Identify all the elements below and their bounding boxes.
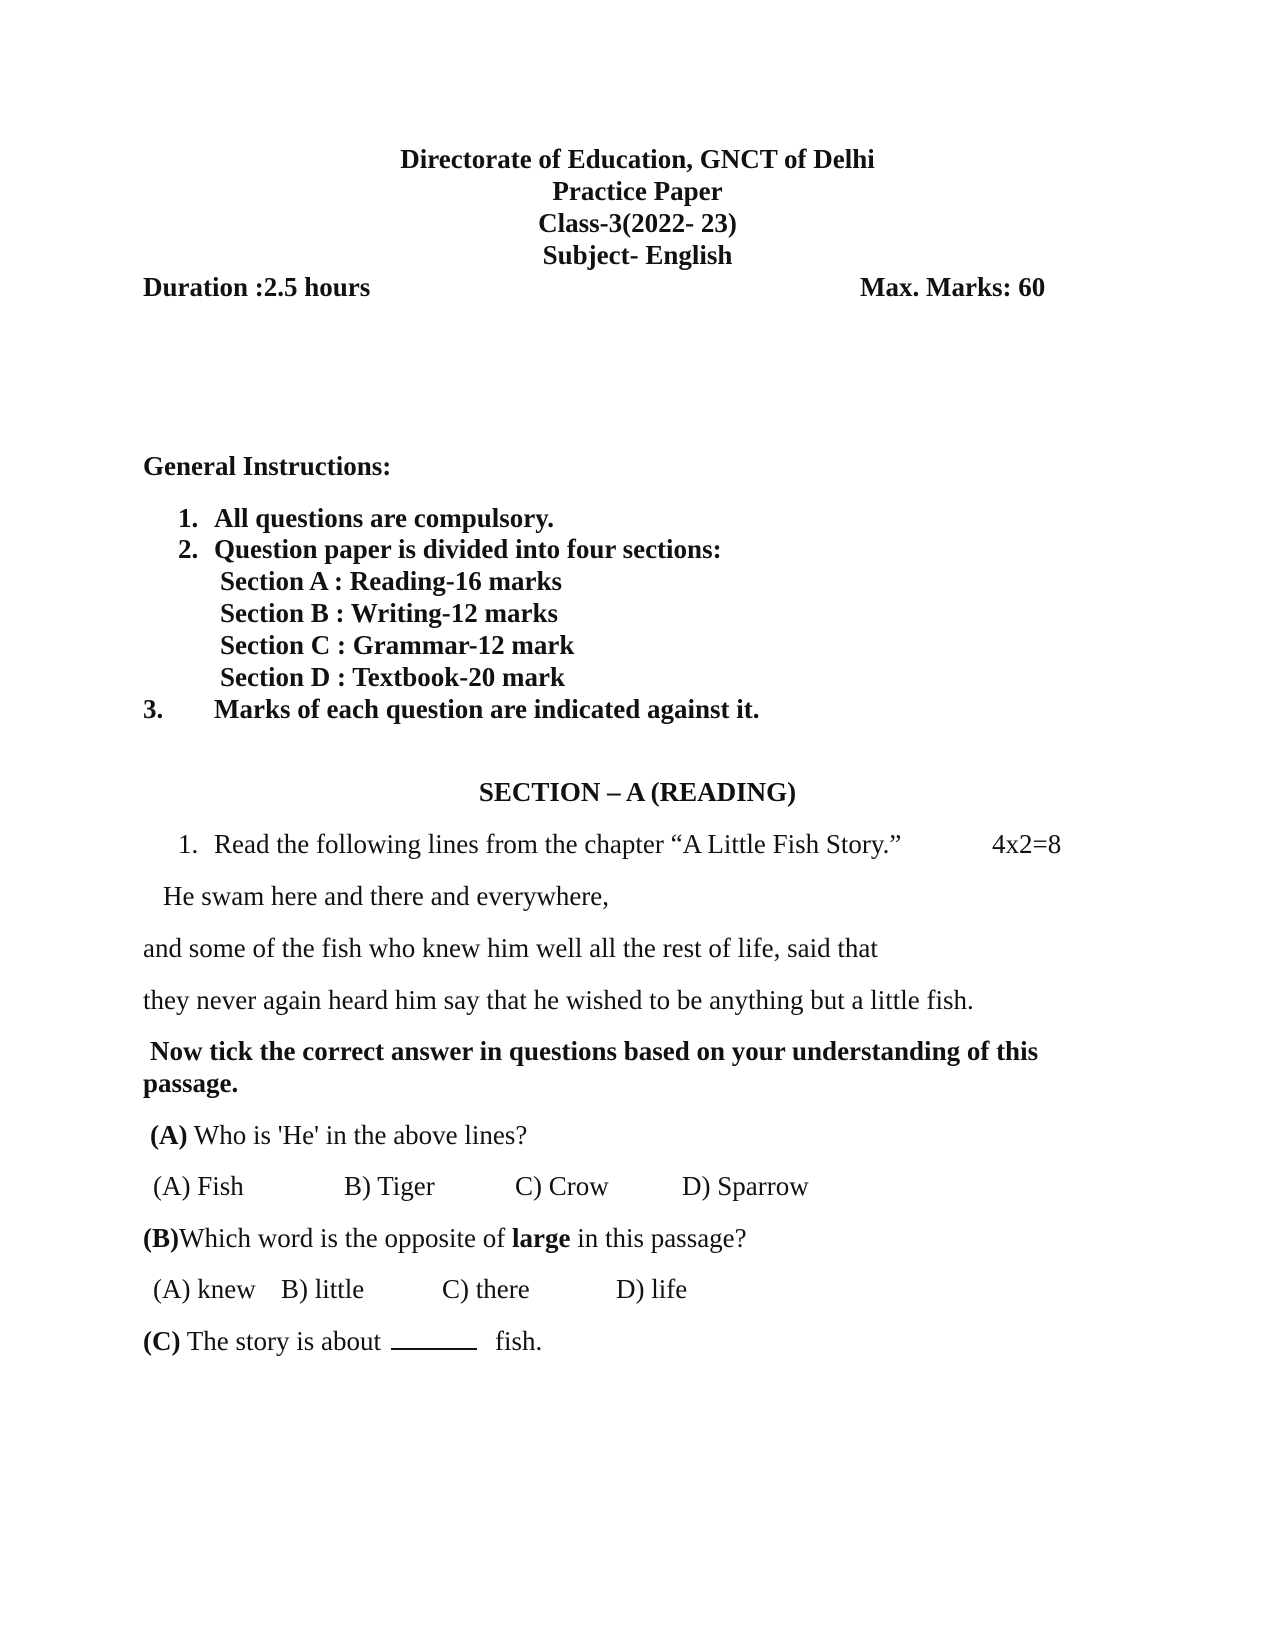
- max-marks: Max. Marks: 60: [860, 272, 1046, 302]
- section-c-marks: Section C : Grammar-12 mark: [220, 630, 575, 660]
- option-c-there[interactable]: C) there: [442, 1274, 530, 1304]
- instruction-1-number: 1.: [178, 503, 199, 533]
- question-a: [150, 1119, 527, 1151]
- option-c-crow[interactable]: C) Crow: [515, 1171, 609, 1201]
- section-d-marks: Section D : Textbook-20 mark: [220, 662, 566, 692]
- question-b-label: (B): [143, 1223, 179, 1253]
- passage-line-2: and some of the fish who knew him well all the rest of life, said that: [143, 933, 878, 963]
- question-a-text: Who is 'He' in the above lines?: [193, 1120, 528, 1150]
- question-1-marks: 4x2=8: [992, 829, 1062, 859]
- section-a-title: SECTION – A (READING): [478, 777, 797, 807]
- instruction-1: All questions are compulsory.: [214, 503, 555, 533]
- question-a-label: (A): [150, 1120, 188, 1150]
- option-a-fish[interactable]: (A) Fish: [153, 1171, 244, 1201]
- question-c-text-post: fish.: [494, 1326, 543, 1356]
- instruction-2-number: 2.: [178, 534, 199, 564]
- option-d-sparrow[interactable]: D) Sparrow: [682, 1171, 809, 1201]
- answer-blank[interactable]: [391, 1328, 477, 1350]
- instruction-3: Marks of each question are indicated against it.: [214, 694, 760, 724]
- question-1-number: 1.: [178, 829, 199, 859]
- instructions-title: General Instructions:: [143, 451, 392, 481]
- question-b-text-pre: Which word is the opposite of: [179, 1223, 506, 1253]
- directive-line-1: Now tick the correct answer in questions based on your understanding of this: [150, 1036, 1039, 1066]
- option-a-knew[interactable]: (A) knew: [153, 1274, 256, 1304]
- passage-line-3: they never again heard him say that he wished to be anything but a little fish.: [143, 985, 974, 1015]
- option-d-life[interactable]: D) life: [616, 1274, 688, 1304]
- section-a-marks: Section A : Reading-16 marks: [220, 566, 563, 596]
- passage-line-1: He swam here and there and everywhere,: [163, 881, 610, 911]
- header-line-1: Directorate of Education, GNCT of Delhi: [400, 144, 875, 174]
- instruction-2: Question paper is divided into four sections:: [214, 534, 722, 564]
- question-1-text: Read the following lines from the chapter “A Little Fish Story.”: [214, 829, 902, 859]
- option-b-little[interactable]: B) little: [281, 1274, 365, 1304]
- header-line-3: Class-3(2022- 23): [538, 208, 737, 238]
- question-c-label: (C): [143, 1326, 181, 1356]
- instruction-3-number: 3.: [143, 694, 164, 724]
- question-c-text-pre: The story is about: [186, 1326, 381, 1356]
- header-line-4: Subject- English: [542, 240, 733, 270]
- option-b-tiger[interactable]: B) Tiger: [344, 1171, 435, 1201]
- directive-line-2: passage.: [143, 1068, 239, 1098]
- duration: Duration :2.5 hours: [143, 272, 371, 302]
- question-b-bold-word: large: [511, 1223, 571, 1253]
- section-b-marks: Section B : Writing-12 marks: [220, 598, 559, 628]
- header-line-2: Practice Paper: [552, 176, 723, 206]
- question-b-text-post: in this passage?: [577, 1223, 747, 1253]
- question-b: [143, 1222, 747, 1254]
- question-c: [143, 1325, 542, 1357]
